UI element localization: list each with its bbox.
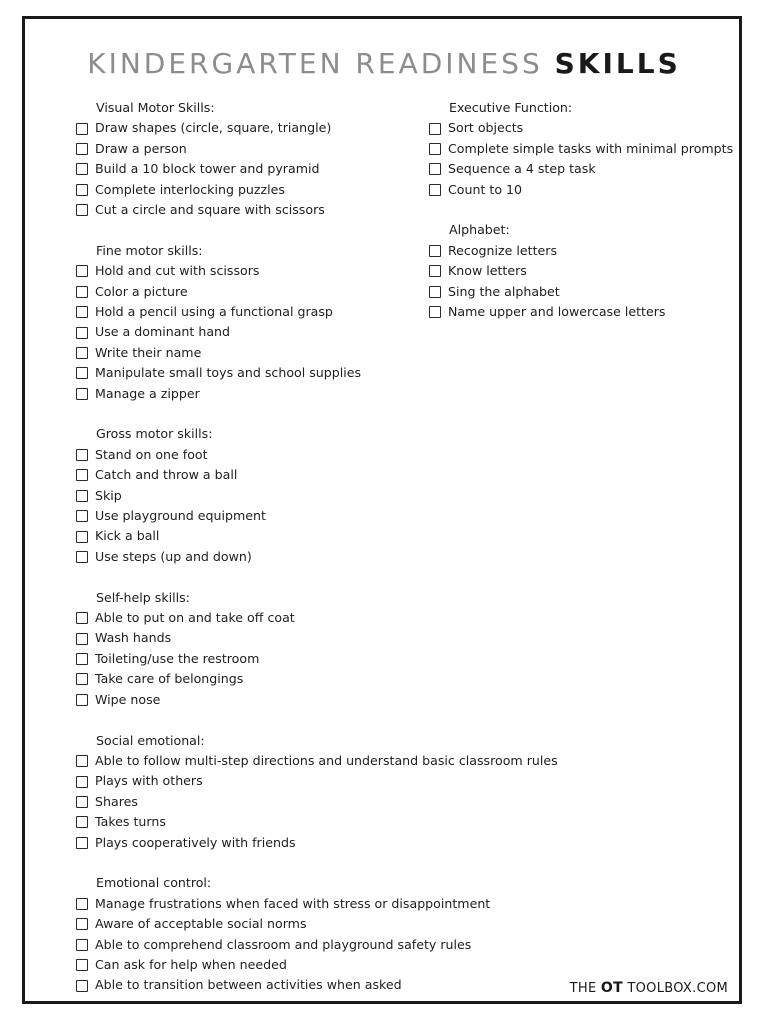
checkbox[interactable] [76,612,88,624]
checklist-section-gross-motor-skills [76,424,446,567]
checkbox[interactable] [76,633,88,645]
checklist-item-label: Take care of belongings [95,671,244,687]
checklist-item [76,771,446,791]
checklist-item [76,384,446,404]
checkbox[interactable] [429,306,441,318]
checklist-item [76,812,446,832]
checklist-item-label: Complete interlocking puzzles [95,181,285,197]
checkbox[interactable] [76,143,88,155]
checkbox[interactable] [76,347,88,359]
checklist-item [76,894,491,914]
checklist-item-label: Wipe nose [95,691,161,707]
checkbox[interactable] [76,327,88,339]
checklist-section-emotional-control [76,873,491,995]
checklist-item-label: Draw shapes (circle, square, triangle) [95,120,332,136]
checklist-item-label: Know letters [448,263,527,279]
checklist-section-alphabet [429,220,739,322]
checkbox[interactable] [76,980,88,992]
checklist-item [429,139,739,159]
checkbox[interactable] [429,123,441,135]
checkbox[interactable] [429,245,441,257]
title-bold: SKILLS [554,47,681,80]
section-heading: Social emotional: [96,732,205,748]
checkbox[interactable] [76,265,88,277]
checkbox[interactable] [76,184,88,196]
checkbox[interactable] [429,163,441,175]
checkbox[interactable] [76,673,88,685]
checklist-item-label: Wash hands [95,630,172,646]
checkbox[interactable] [76,551,88,563]
checklist-item [76,200,446,220]
checklist-item [429,118,739,138]
checklist-section-social-emotional [76,731,558,853]
brand-prefix: THE [569,981,601,996]
checklist-item [76,118,446,138]
checklist-item [76,833,446,853]
checkbox[interactable] [76,755,88,767]
checklist-item-label: Manage a zipper [95,385,200,401]
checkbox[interactable] [76,694,88,706]
checklist-item-label: Skip [95,487,122,503]
checklist-item-label: Complete simple tasks with minimal prompts [448,140,734,156]
checklist-item [76,608,446,628]
checklist-item-label: Kick a ball [95,528,160,544]
checklist-item-label: Able to follow multi-step directions and understand basic classroom rules [95,752,558,768]
checklist-item [76,751,558,771]
checklist-item [76,690,446,710]
checklist-item [76,914,446,934]
checklist-item [429,241,739,261]
checkbox[interactable] [76,510,88,522]
checklist-item [76,445,446,465]
checklist-item-label: Sort objects [448,120,524,136]
checklist-item-label: Plays with others [95,773,203,789]
checklist-section-fine-motor-skills [76,241,446,404]
checklist-item-label: Able to put on and take off coat [95,610,295,626]
checkbox[interactable] [76,939,88,951]
checklist-section-self-help-skills [76,588,446,710]
checkbox[interactable] [76,653,88,665]
checklist-item-label: Use steps (up and down) [95,548,252,564]
checklist-item [76,282,446,302]
checklist-item-label: Name upper and lowercase letters [448,304,666,320]
brand-suffix: TOOLBOX.COM [622,981,728,996]
checklist-item-label: Sing the alphabet [448,283,560,299]
checklist-item [76,649,446,669]
title-light: KINDERGARTEN READINESS [87,47,543,80]
checklist-item [76,159,446,179]
checkbox[interactable] [76,286,88,298]
brand-footer [570,980,728,996]
checklist-item-label: Build a 10 block tower and pyramid [95,161,320,177]
checkbox[interactable] [76,469,88,481]
section-heading: Gross motor skills: [96,426,213,442]
checklist-item-label: Sequence a 4 step task [448,161,596,177]
checkbox[interactable] [429,286,441,298]
right-column [429,98,739,343]
checklist-item-label: Plays cooperatively with friends [95,834,296,850]
checkbox[interactable] [76,531,88,543]
checkbox[interactable] [76,918,88,930]
checklist-item-label: Hold and cut with scissors [95,263,260,279]
section-heading: Self-help skills: [96,589,190,605]
checklist-item [76,526,446,546]
checklist-item [76,302,446,322]
brand-ot: OT [600,980,623,996]
checklist-item-label: Count to 10 [448,181,523,197]
checklist-item [429,180,739,200]
checkbox[interactable] [429,143,441,155]
checkbox[interactable] [76,306,88,318]
section-heading: Visual Motor Skills: [96,100,215,115]
checkbox[interactable] [76,796,88,808]
checklist-item-label: Able to comprehend classroom and playground safety rules [95,936,472,952]
checkbox[interactable] [76,204,88,216]
checklist-item [76,792,446,812]
checklist-item [76,669,446,689]
checkbox[interactable] [76,898,88,910]
checklist-item [76,180,446,200]
checklist-item-label: Able to transition between activities when asked [95,977,402,993]
checklist-item-label: Stand on one foot [95,446,208,462]
checklist-item-label: Takes turns [95,814,166,830]
section-heading: Alphabet: [449,222,510,238]
checkbox[interactable] [76,816,88,828]
page-title [0,46,768,82]
checkbox[interactable] [76,388,88,400]
checklist-item-label: Use a dominant hand [95,324,231,340]
checkbox[interactable] [76,123,88,135]
checklist-item-label: Can ask for help when needed [95,956,287,972]
checkbox[interactable] [76,449,88,461]
checklist-item-label: Use playground equipment [95,508,266,524]
checklist-item [76,935,472,955]
checkbox[interactable] [429,184,441,196]
checklist-item-label: Write their name [95,344,202,360]
section-heading: Executive Function: [449,100,573,115]
checklist-item-label: Aware of acceptable social norms [95,916,307,932]
checklist-item [76,506,446,526]
checklist-item-label: Toileting/use the restroom [95,650,260,666]
checkbox[interactable] [76,776,88,788]
checklist-item-label: Cut a circle and square with scissors [95,201,325,217]
checklist-item-label: Manipulate small toys and school supplies [95,365,362,381]
checklist-item-label: Hold a pencil using a functional grasp [95,304,333,320]
checklist-item [76,363,446,383]
checklist-item [76,139,446,159]
checklist-item [76,465,446,485]
checkbox[interactable] [76,367,88,379]
checklist-item [76,547,446,567]
checklist-item [76,975,446,995]
checklist-item [76,486,446,506]
section-heading: Fine motor skills: [96,242,203,258]
checklist-item-label: Catch and throw a ball [95,467,238,483]
checklist-item-label: Color a picture [95,283,188,299]
checklist-item [76,261,446,281]
checklist-section-executive-function [429,98,739,200]
checklist-item [76,343,446,363]
checklist-item [429,159,739,179]
checklist-item-label: Manage frustrations when faced with stress or disappointment [95,895,491,911]
checklist-item [429,302,739,322]
checkbox[interactable] [429,265,441,277]
checklist-item [429,282,739,302]
checklist-item [429,261,739,281]
checkbox[interactable] [76,490,88,502]
checkbox[interactable] [76,837,88,849]
checklist-item-label: Recognize letters [448,242,558,258]
checklist-item [76,322,446,342]
checkbox[interactable] [76,163,88,175]
checklist-item-label: Draw a person [95,140,187,156]
section-heading: Emotional control: [96,875,212,891]
checklist-section-visual-motor-skills [76,98,446,220]
checklist-item-label: Shares [95,793,138,809]
checklist-item [76,628,446,648]
checklist-item [76,955,446,975]
checkbox[interactable] [76,959,88,971]
